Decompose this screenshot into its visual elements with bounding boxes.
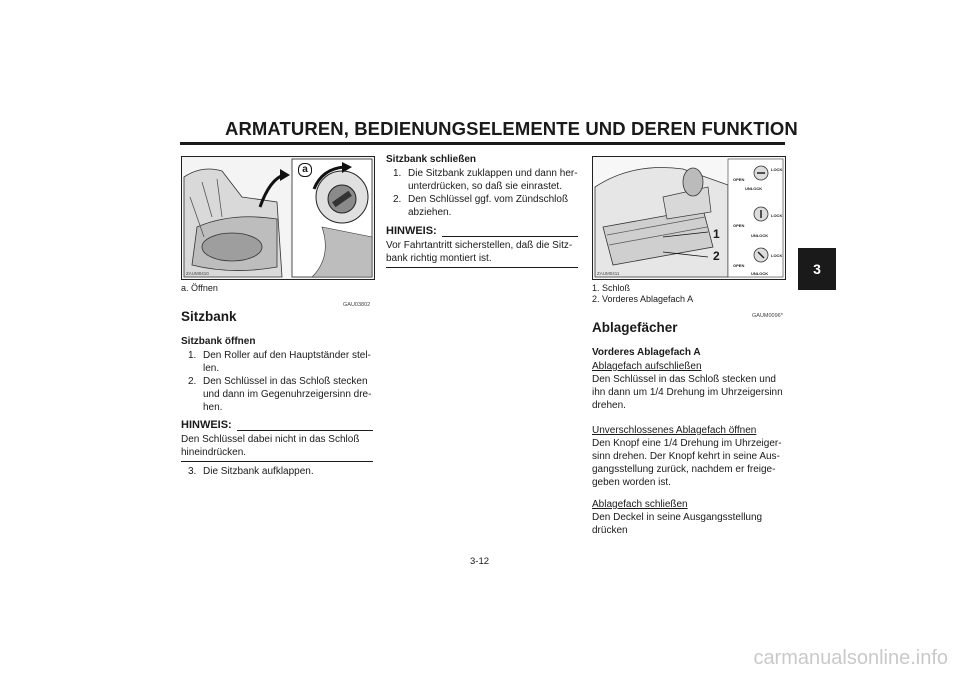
block-text: Den Schlüssel in das Schloß stecken und [592, 374, 776, 385]
block-text: drehen. [592, 400, 626, 411]
figure-callout-a: a [298, 163, 312, 177]
lock-label: UNLOCK [745, 186, 763, 191]
step-text: Den Schlüssel in das Schloß stecken [203, 376, 368, 387]
step-number: 2. [393, 194, 402, 205]
subsection-title-front: Vorderes Ablagefach A [592, 347, 701, 358]
block-text: geben worden ist. [592, 477, 671, 488]
block-text: Den Deckel in seine Ausgangsstellung [592, 512, 763, 523]
note-text: Vor Fahrtantritt sicherstellen, daß die Sitz- [386, 240, 573, 251]
subsection-title-open: Sitzbank öffnen [181, 336, 256, 347]
step-text: Die Sitzbank zuklappen und dann her- [408, 168, 578, 179]
lock-label: OPEN [733, 177, 745, 182]
step-text: Den Schlüssel ggf. vom Zündschloß [408, 194, 569, 205]
step-text: Den Roller auf den Hauptständer stel- [203, 350, 371, 361]
note-text: Den Schlüssel dabei nicht in das Schloß [181, 434, 360, 445]
lock-label: UNLOCK [751, 233, 769, 238]
block-text: drücken [592, 525, 628, 536]
block-text: Den Knopf eine 1/4 Drehung im Uhrzeiger- [592, 438, 782, 449]
step-number: 1. [393, 168, 402, 179]
step-text: Die Sitzbank aufklappen. [203, 466, 314, 477]
step-text: abziehen. [408, 207, 452, 218]
note-heading: HINWEIS: [386, 225, 437, 237]
note-text: hineindrücken. [181, 447, 247, 458]
block-text: gangsstellung zurück, nachdem er freige- [592, 464, 776, 475]
step-number: 3. [188, 466, 197, 477]
note-heading: HINWEIS: [181, 419, 232, 431]
note-rule [237, 430, 373, 431]
lock-label: OPEN [733, 263, 745, 268]
note-end-rule [386, 267, 578, 268]
note-end-rule [181, 461, 373, 462]
step-text: und dann im Gegenuhrzeigersinn dre- [203, 389, 372, 400]
figure-callout-1: 1 [713, 227, 720, 241]
figure-caption: 2. Vorderes Ablagefach A [592, 294, 694, 304]
step-text: len. [203, 363, 220, 374]
block-heading: Ablagefach schließen [592, 499, 688, 510]
reference-code: GAUM0096* [752, 313, 783, 319]
subsection-title-close: Sitzbank schließen [386, 154, 477, 165]
block-text: ihn dann um 1/4 Drehung im Uhrzeigersinn [592, 387, 783, 398]
lock-label: OPEN [733, 223, 745, 228]
figure-code: ZAUM0410 [186, 271, 209, 276]
block-text: sinn drehen. Der Knopf kehrt in seine Aus- [592, 451, 780, 462]
page-number: 3-12 [470, 556, 490, 567]
figure-callout-2: 2 [713, 249, 720, 263]
block-heading: Unverschlossenes Ablagefach öffnen [592, 425, 757, 436]
step-number: 2. [188, 376, 197, 387]
step-number: 1. [188, 350, 197, 361]
reference-code: GAU03802 [343, 302, 371, 308]
figure-caption: a. Öffnen [181, 283, 218, 293]
watermark: carmanualsonline.info [753, 647, 948, 669]
step-text: hen. [203, 402, 223, 413]
figure-caption: 1. Schloß [592, 283, 631, 293]
lock-label: LOCK [771, 253, 783, 258]
compartment-illustration [593, 157, 785, 279]
section-title-sitzbank: Sitzbank [181, 309, 237, 324]
lock-label: LOCK [771, 213, 783, 218]
lock-label: LOCK [771, 167, 783, 172]
lock-label: UNLOCK [751, 271, 769, 276]
seat-opening-figure [181, 156, 375, 280]
step-text: unterdrücken, so daß sie einrastet. [408, 181, 562, 192]
seat-illustration [182, 157, 374, 279]
figure-code: ZAUM0411 [597, 271, 620, 276]
block-heading: Ablagefach aufschließen [592, 361, 702, 372]
note-text: bank richtig montiert ist. [386, 253, 492, 264]
section-title-ablagefaecher: Ablagefächer [592, 320, 678, 335]
chapter-tab: 3 [798, 248, 836, 290]
note-rule [442, 236, 578, 237]
page-title: ARMATUREN, BEDIENUNGSELEMENTE UND DEREN FUNKTION [225, 118, 798, 139]
storage-compartment-figure [592, 156, 786, 280]
title-rule [180, 142, 785, 145]
